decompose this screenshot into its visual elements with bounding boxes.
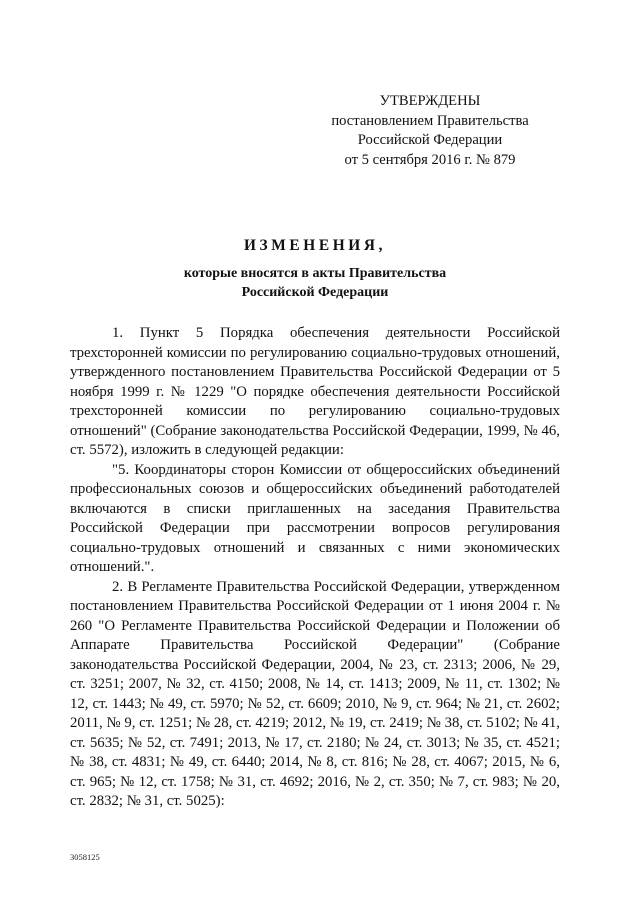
document-body: [70, 324, 560, 812]
approval-line-2: Российской Федерации: [357, 132, 503, 148]
paragraph-1: 1. Пункт 5 Порядка обеспечения деятельности Российской трехсторонней комиссии по регулированию социально-трудовых отношений, утвержденного постановлением Правительства Российской Федерации от 5 ноября 1999 г. № 1229 "О порядке обеспечения деятельности Российской трехсторонней комиссии по регулированию социально-трудовых отношений" (Собрание законодательства Российской Федерации, 1999, № 46, ст. 5572), изложить в следующей редакции:: [70, 325, 560, 458]
footer-document-code: 3058125: [70, 852, 100, 862]
document-title: ИЗМЕНЕНИЯ,: [243, 237, 387, 254]
paragraph-3: 2. В Регламенте Правительства Российской Федерации, утвержденном постановлением Правительства Российской Федерации от 1 июня 2004 г. № 260 "О Регламенте Правительства Российской Федерации и Положении об Аппарате Правительства Российской Федерации" (Собрание законодательства Российской Федерации, 2004, № 23, ст. 2313; 2006, № 29, ст. 3251; 2007, № 32, ст. 4150; 2008, № 14, ст. 1413; 2009, № 11, ст. 1302; № 12, ст. 1443; № 49, ст. 5970; № 52, ст. 6609; 2010, № 9, ст. 964; № 21, ст. 2602; 2011, № 9, ст. 1251; № 28, ст. 4219; 2012, № 19, ст. 2419; № 38, ст. 5102; № 41, ст. 5635; № 52, ст. 7491; 2013, № 17, ст. 2180; № 24, ст. 3013; № 35, ст. 4521; № 38, ст. 4831; № 49, ст. 6440; 2014, № 8, ст. 816; № 28, ст. 4067; 2015, № 6, ст. 965; № 12, ст. 1758; № 31, ст. 4692; 2016, № 2, ст. 350; № 7, ст. 983; № 20, ст. 2832; № 31, ст. 5025):: [70, 578, 560, 809]
approval-line-1: постановлением Правительства: [331, 112, 529, 129]
title-block: [70, 236, 560, 302]
document-subtitle-line-1: которые вносятся в акты Правительства: [183, 266, 447, 281]
paragraph-2: "5. Координаторы сторон Комиссии от общероссийских объединений профессиональных союзов и общероссийских объединений работодателей включаются в списки приглашенных на заседания Правительства Российской Федерации при рассмотрении вопросов регулирования социально-трудовых отношений и связанных с ними экономических отношений.".: [70, 461, 560, 575]
approval-stamp: [330, 92, 530, 170]
approval-line-3: от 5 сентября 2016 г. № 879: [344, 151, 516, 168]
document-subtitle-line-2: Российской Федерации: [241, 285, 389, 300]
approval-heading: УТВЕРЖДЕНЫ: [379, 93, 481, 109]
